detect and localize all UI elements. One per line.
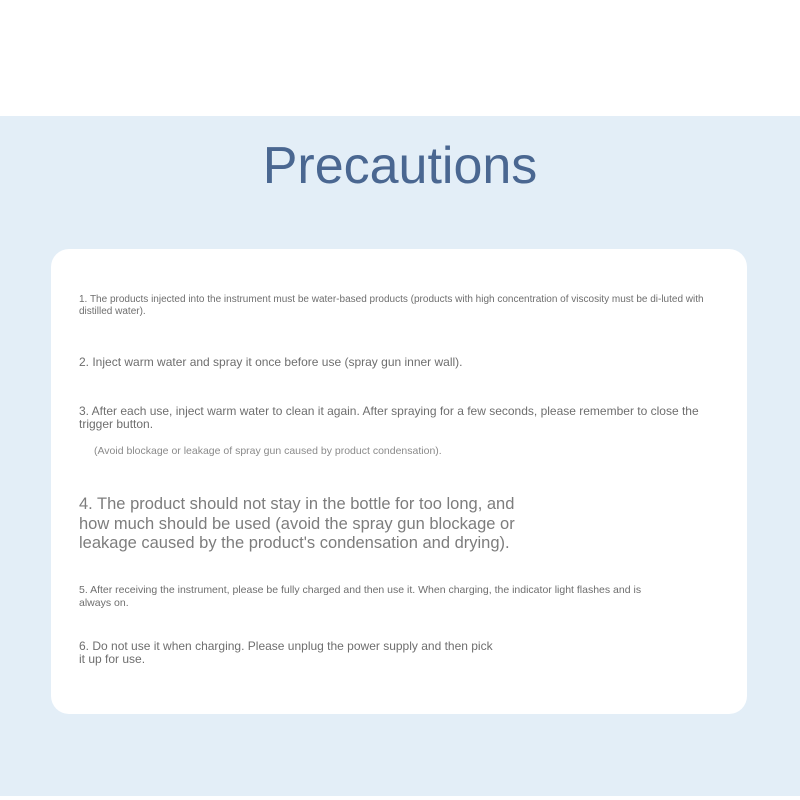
page-title: Precautions [262, 137, 538, 195]
precaution-item-3: 3. After each use, inject warm water to clean it again. After spraying for a few seconds, please remember to close the trigger button. [79, 404, 699, 431]
precaution-item-4: 4. The product should not stay in the bottle for too long, and how much should be used (avoid the spray gun blockage or leakage caused by the product's condensation and drying). [79, 495, 515, 552]
precautions-card [51, 249, 747, 714]
precaution-item-2: 2. Inject warm water and spray it once before use (spray gun inner wall). [79, 355, 463, 369]
precaution-item-6: 6. Do not use it when charging. Please unplug the power supply and then pick it up for use. [79, 639, 493, 666]
precaution-item-1: 1. The products injected into the instrument must be water-based products (products with high concentration of viscosity must be di-luted with distilled water). [79, 294, 704, 317]
precaution-item-5: 5. After receiving the instrument, please be fully charged and then use it. When charging, the indicator light flashes and is always on. [79, 584, 642, 609]
precaution-item-3-note: (Avoid blockage or leakage of spray gun caused by product condensation). [94, 445, 442, 457]
